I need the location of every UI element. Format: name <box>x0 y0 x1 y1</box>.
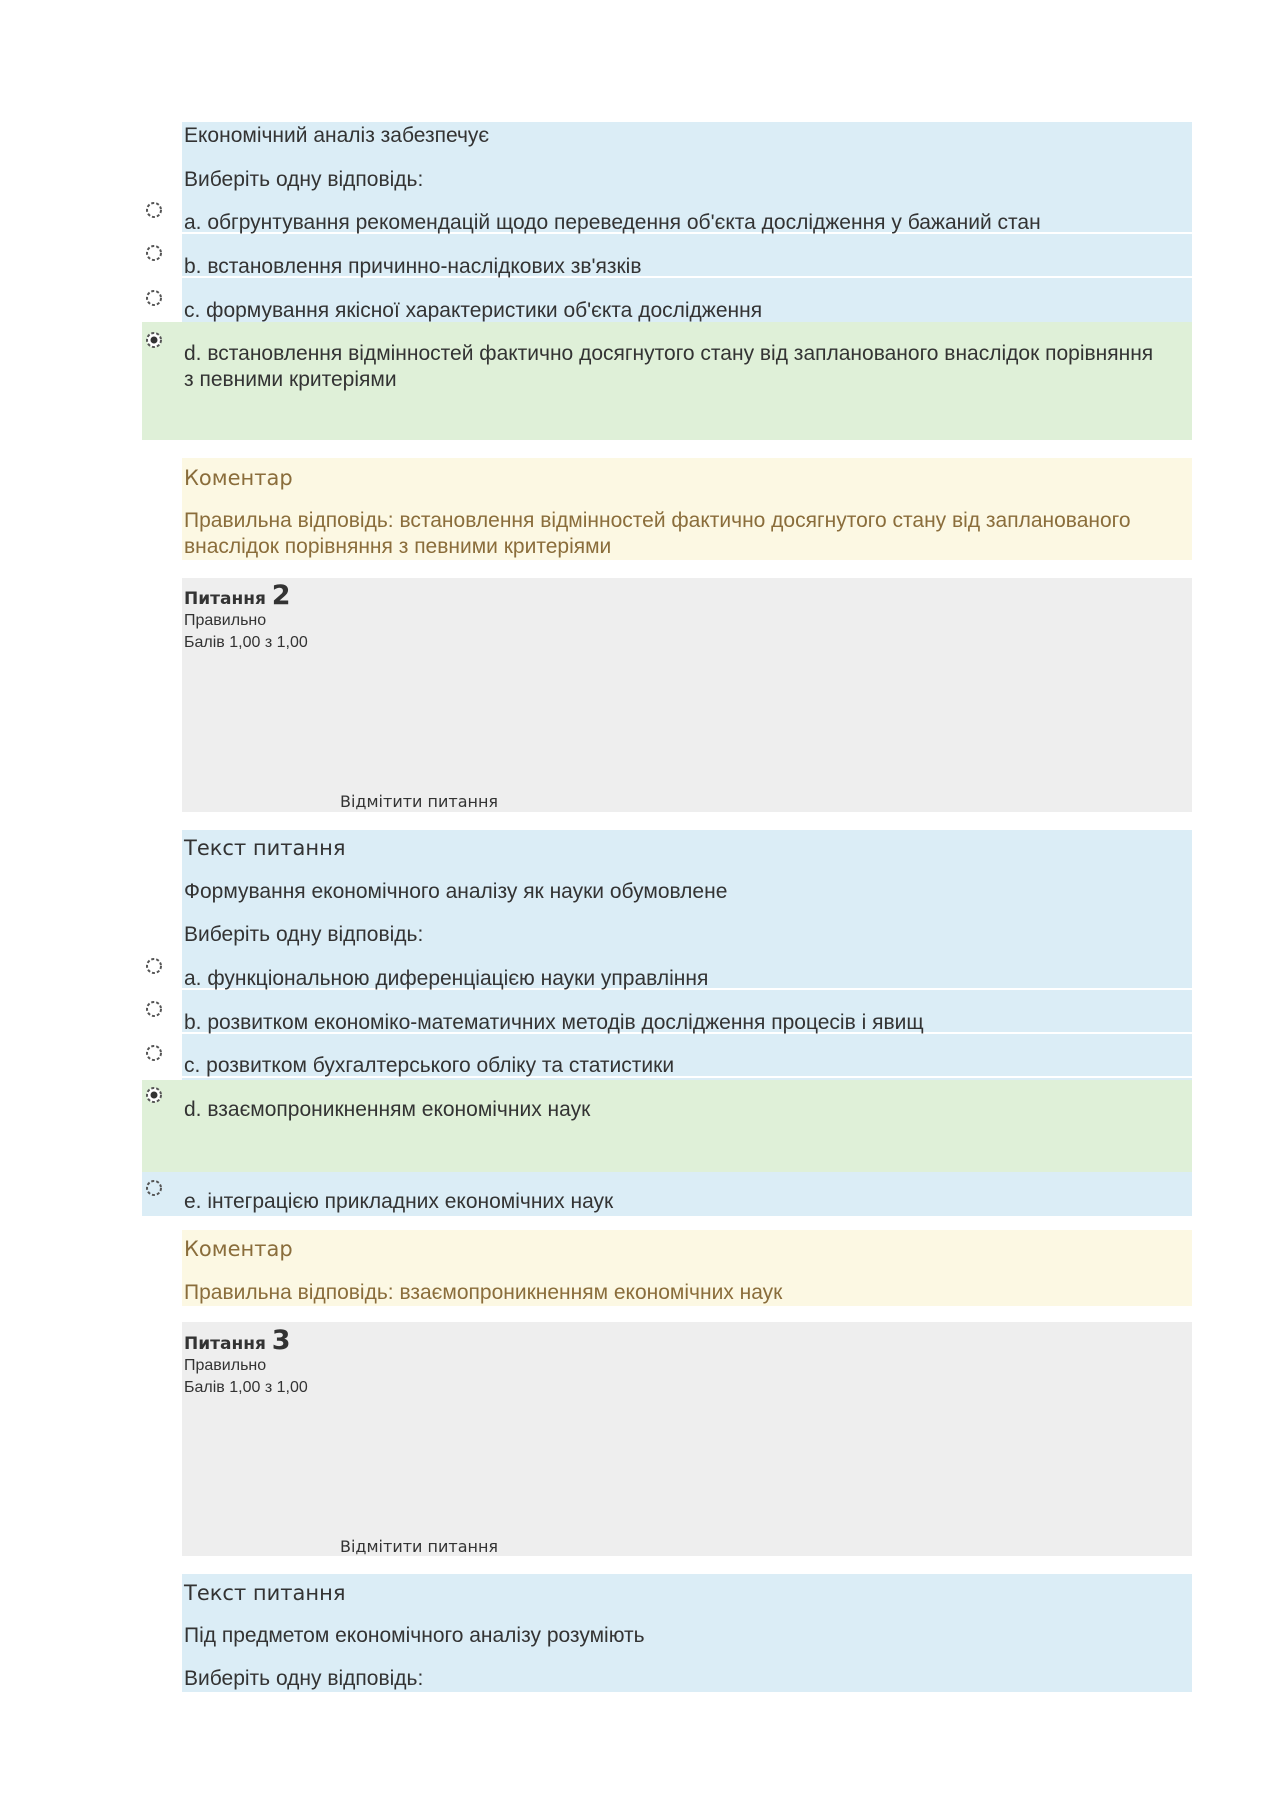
radio-unchecked-icon[interactable] <box>144 243 166 265</box>
q2-answer-b[interactable]: b. розвитком економіко-математичних методів дослідження процесів і явищ <box>184 1011 924 1034</box>
q3-grade: Балів 1,00 з 1,00 <box>184 1379 308 1396</box>
q2-answer-a[interactable]: a. функціональною диференціацією науки управління <box>184 967 709 990</box>
q2-answer-e[interactable]: e. інтеграцією прикладних економічних наук <box>184 1190 614 1213</box>
q1-question-text: Економічний аналіз забезпечує <box>184 124 490 147</box>
q1-comment-heading: Коментар <box>184 466 293 490</box>
radio-unchecked-icon[interactable] <box>144 956 166 978</box>
radio-unchecked-icon[interactable] <box>144 200 166 222</box>
q3-prompt: Виберіть одну відповідь: <box>184 1667 424 1690</box>
q2-info-block <box>182 578 1192 812</box>
q1-answer-b[interactable]: b. встановлення причинно-наслідкових зв'язків <box>184 255 642 278</box>
q3-question-text: Під предметом економічного аналізу розуміють <box>184 1624 645 1647</box>
q2-content-block <box>182 830 1192 1080</box>
q3-number-label: Питання <box>184 1334 266 1354</box>
q2-answer-d-highlight <box>142 1080 1192 1172</box>
q2-number-value: 2 <box>271 580 291 611</box>
radio-checked-icon[interactable] <box>144 330 166 352</box>
radio-unchecked-icon[interactable] <box>144 1043 166 1065</box>
radio-unchecked-icon[interactable] <box>144 1178 166 1200</box>
q3-number <box>184 1325 291 1356</box>
q3-number-value: 3 <box>271 1325 291 1356</box>
q3-flag-question[interactable]: Відмітити питання <box>340 1537 499 1556</box>
q2-question-text: Формування економічного аналізу як науки обумовлене <box>184 880 728 903</box>
q3-info-block <box>182 1322 1192 1556</box>
q2-answer-c[interactable]: c. розвитком бухгалтерського обліку та статистики <box>184 1054 675 1077</box>
q2-comment-text: Правильна відповідь: взаємопроникненням економічних наук <box>184 1281 783 1304</box>
q1-answer-d[interactable]: d. встановлення відмінностей фактично досягнутого стану від запланованого внаслідок порівняння з певними критеріями <box>184 342 1154 391</box>
q1-answer-a[interactable]: a. обгрунтування рекомендацій щодо переведення об'єкта дослідження у бажаний стан <box>184 211 1041 234</box>
q2-comment-heading: Коментар <box>184 1237 293 1261</box>
q1-comment-text: Правильна відповідь: встановлення відмінностей фактично досягнутого стану від запланованого внаслідок порівняння з певними критеріями <box>184 509 1131 558</box>
q2-prompt: Виберіть одну відповідь: <box>184 923 424 946</box>
q1-prompt: Виберіть одну відповідь: <box>184 168 424 191</box>
q3-state: Правильно <box>184 1357 267 1374</box>
q2-number <box>184 580 291 611</box>
radio-unchecked-icon[interactable] <box>144 999 166 1021</box>
q2-answer-d[interactable]: d. взаємопроникненням економічних наук <box>184 1098 591 1121</box>
q2-heading: Текст питання <box>184 836 346 860</box>
radio-unchecked-icon[interactable] <box>144 288 166 310</box>
q2-flag-question[interactable]: Відмітити питання <box>340 792 499 811</box>
q2-state: Правильно <box>184 612 267 629</box>
radio-checked-icon[interactable] <box>144 1085 166 1107</box>
q3-heading: Текст питання <box>184 1581 346 1605</box>
q1-answer-c[interactable]: c. формування якісної характеристики об'єкта дослідження <box>184 299 763 322</box>
q2-grade: Балів 1,00 з 1,00 <box>184 634 308 651</box>
q2-number-label: Питання <box>184 589 266 609</box>
